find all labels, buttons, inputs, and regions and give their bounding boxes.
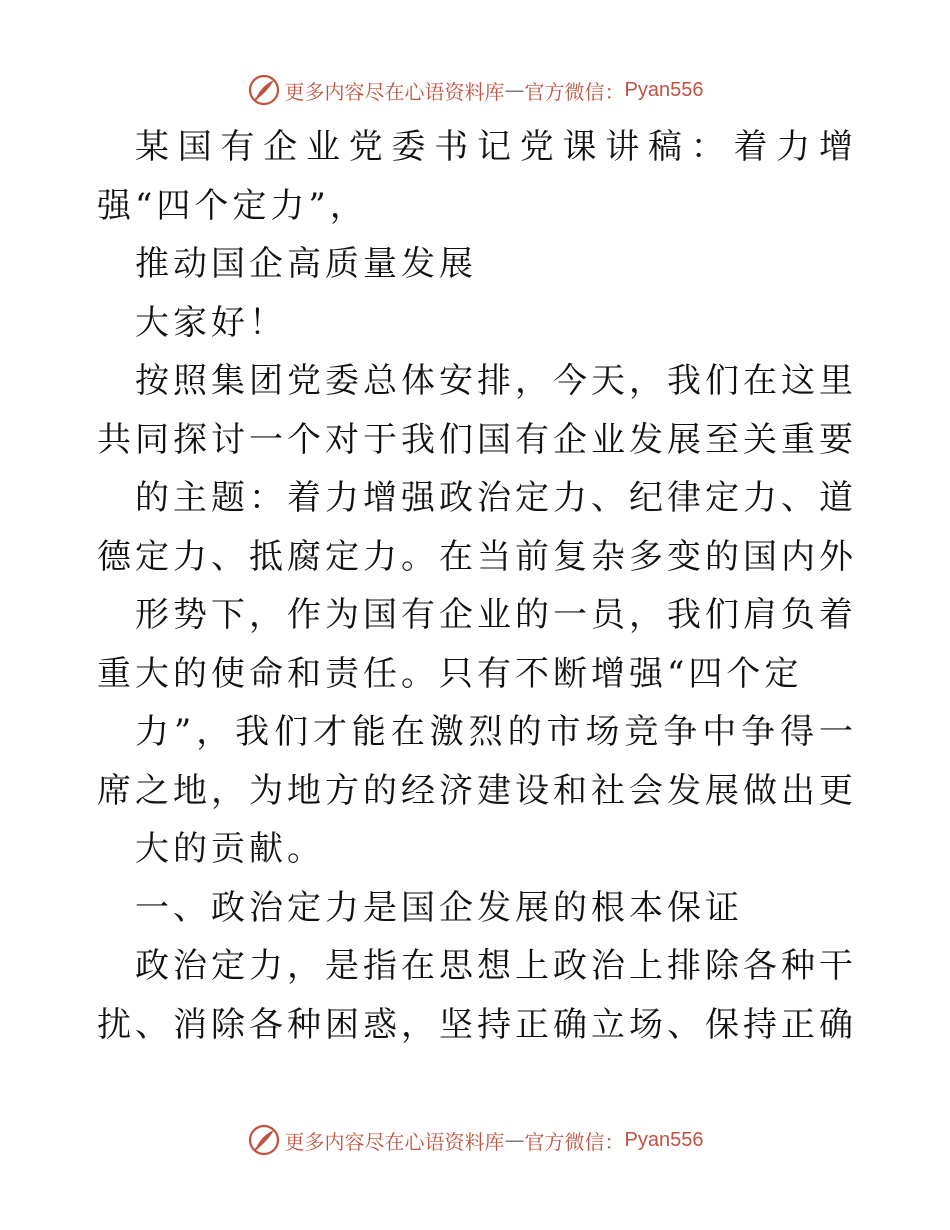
document-title-line-1: 某国有企业党委书记党课讲稿：着力增强“四个定力”， xyxy=(97,127,857,226)
watermark-site-text: 更多内容尽在心语资料库 xyxy=(284,79,505,104)
section-heading: 一、政治定力是国企发展的根本保证 xyxy=(135,887,743,928)
watermark-separator: — xyxy=(504,78,525,102)
document-title-line-2: 推动国企高质量发展 xyxy=(135,244,477,284)
watermark-site-text: 更多内容尽在心语资料库 xyxy=(284,1129,505,1154)
watermark-separator: — xyxy=(504,1128,525,1152)
watermark-wechat-id: Pyan556 xyxy=(624,78,704,101)
watermark-footer xyxy=(0,1120,950,1160)
paragraph: 政治定力，是指在思想上政治上排除各种干扰、消除各种困惑，坚持正确立场、保持正确 xyxy=(97,946,857,1045)
greeting: 大家好！ xyxy=(135,302,287,343)
watermark-wechat-id: Pyan556 xyxy=(624,1128,704,1151)
watermark-wechat-label: 官方微信： xyxy=(524,79,625,104)
paragraph: 的主题：着力增强政治定力、纪律定力、道德定力、抵腐定力。在当前复杂多变的国内外 xyxy=(97,478,857,577)
paragraph: 形势下，作为国有企业的一员，我们肩负着重大的使命和责任。只有不断增强“四个定 xyxy=(97,595,857,694)
paragraph: 按照集团党委总体安排，今天，我们在这里共同探讨一个对于我们国有企业发展至关重要 xyxy=(97,361,857,460)
document-body xyxy=(97,118,857,1054)
watermark-wechat-label: 官方微信： xyxy=(524,1129,625,1154)
paragraph: 大的贡献。 xyxy=(135,829,325,869)
watermark-header xyxy=(0,70,950,110)
quill-logo-icon xyxy=(247,73,281,107)
quill-logo-icon xyxy=(247,1123,281,1157)
paragraph: 力”，我们才能在激烈的市场竞争中争得一席之地，为地方的经济建设和社会发展做出更 xyxy=(97,712,857,811)
